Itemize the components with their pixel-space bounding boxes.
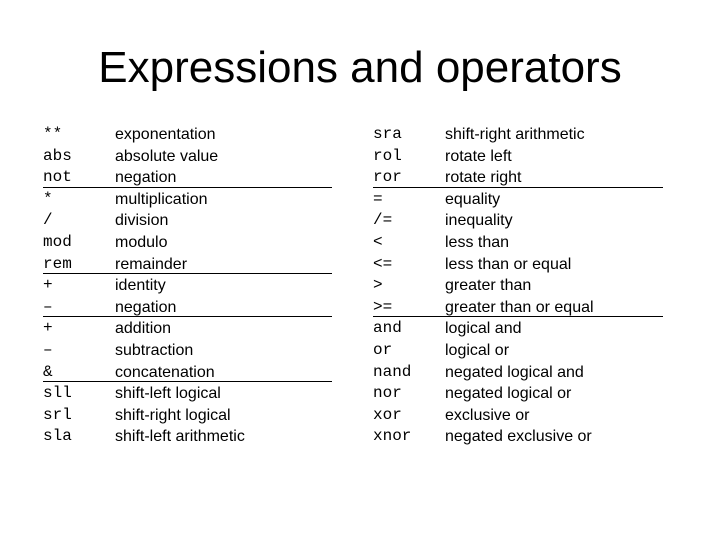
- operator-symbol: –: [43, 297, 53, 316]
- operator-description: division: [115, 212, 169, 230]
- operator-description: logical or: [445, 341, 510, 359]
- left-group-divider: [43, 273, 332, 274]
- left-description-column: [115, 124, 245, 448]
- operator-symbol: xor: [373, 405, 402, 424]
- page-title: Expressions and operators: [98, 43, 622, 92]
- operator-symbol: =: [373, 189, 383, 208]
- operator-description: less than or equal: [445, 255, 572, 273]
- operator-symbol: <=: [373, 254, 393, 273]
- operator-description: multiplication: [115, 190, 208, 208]
- operator-description: greater than: [445, 277, 532, 295]
- operator-symbol: xnor: [373, 427, 412, 446]
- operator-description: modulo: [115, 233, 168, 251]
- right-group-divider: [373, 316, 663, 317]
- left-group-divider: [43, 381, 332, 382]
- operator-description: subtraction: [115, 341, 194, 359]
- operator-symbol: not: [43, 168, 72, 187]
- left-group-divider: [43, 316, 332, 317]
- operator-description: rotate right: [445, 169, 522, 187]
- left-operator-column: [43, 124, 72, 448]
- operator-symbol: abs: [43, 146, 72, 165]
- operator-symbol: sll: [43, 384, 72, 403]
- operator-description: shift-right arithmetic: [445, 126, 585, 143]
- operator-symbol: sra: [373, 125, 402, 143]
- operator-description: exclusive or: [445, 406, 530, 424]
- operator-description: shift-right logical: [115, 406, 231, 424]
- operator-symbol: /: [43, 211, 53, 230]
- right-operator-column: [373, 124, 411, 448]
- operator-description: greater than or equal: [445, 298, 594, 316]
- right-group-divider: [373, 187, 663, 188]
- operator-symbol: <: [373, 232, 383, 251]
- operator-description: negated logical or: [445, 385, 572, 403]
- operator-symbol: +: [43, 276, 53, 295]
- operator-symbol: or: [373, 340, 393, 359]
- operator-symbol: >=: [373, 297, 393, 316]
- operator-symbol: rol: [373, 146, 402, 165]
- operator-description: addition: [115, 320, 172, 338]
- operator-symbol: &: [43, 362, 53, 381]
- operator-description: negated exclusive or: [445, 428, 592, 446]
- operator-description: shift-left logical: [115, 385, 221, 403]
- operator-description: shift-left arithmetic: [115, 428, 245, 446]
- operator-description: negated logical and: [445, 363, 584, 381]
- operator-symbol: ror: [373, 168, 402, 187]
- operator-symbol: **: [43, 125, 63, 143]
- operator-symbol: >: [373, 276, 383, 295]
- operator-description: rotate left: [445, 147, 512, 165]
- operator-symbol: sla: [43, 427, 72, 446]
- operator-description: remainder: [115, 255, 188, 273]
- operator-symbol: /=: [373, 211, 393, 230]
- operator-symbol: +: [43, 319, 53, 338]
- operator-description: logical and: [445, 320, 522, 338]
- right-description-column: [445, 124, 594, 448]
- operator-description: exponentation: [115, 126, 216, 143]
- operator-description: negation: [115, 169, 177, 187]
- left-group-divider: [43, 187, 332, 188]
- operator-description: equality: [445, 190, 501, 208]
- operator-description: concatenation: [115, 363, 215, 381]
- operator-symbol: nor: [373, 384, 402, 403]
- operator-symbol: –: [43, 340, 53, 359]
- operator-symbol: *: [43, 189, 53, 208]
- operator-description: identity: [115, 277, 166, 295]
- operator-description: negation: [115, 298, 177, 316]
- operator-description: absolute value: [115, 147, 219, 165]
- operator-symbol: srl: [43, 405, 72, 424]
- operator-symbol: and: [373, 319, 402, 338]
- operator-description: less than: [445, 233, 510, 251]
- operator-description: inequality: [445, 212, 513, 230]
- operator-symbol: rem: [43, 254, 72, 273]
- operator-symbol: mod: [43, 232, 72, 251]
- operator-symbol: nand: [373, 362, 412, 381]
